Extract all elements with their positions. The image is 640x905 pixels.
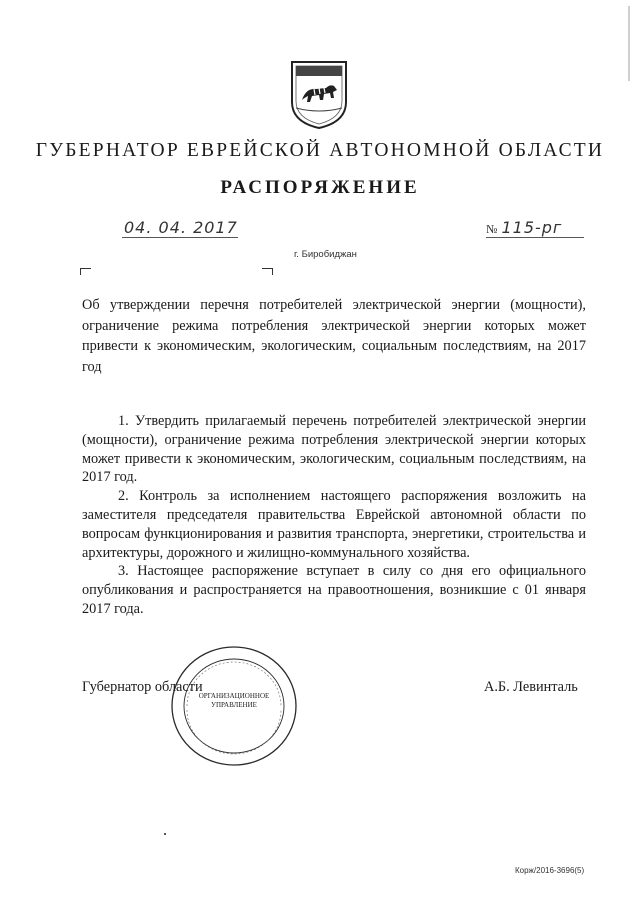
official-stamp bbox=[169, 644, 299, 768]
svg-text:ОРГАНИЗАЦИОННОЕ: ОРГАНИЗАЦИОННОЕ bbox=[198, 692, 270, 700]
city: г. Биробиджан bbox=[294, 249, 357, 260]
svg-text:УПРАВЛЕНИЕ: УПРАВЛЕНИЕ bbox=[211, 701, 257, 709]
issuer-title: ГУБЕРНАТОР ЕВРЕЙСКОЙ АВТОНОМНОЙ ОБЛАСТИ bbox=[35, 140, 605, 161]
subject-corner-left bbox=[80, 268, 91, 275]
paragraph-1: 1. Утвердить прилагаемый перечень потребителей электрической энергии (мощности), ограничение режима потребления электрической энергии которых может привести к экономическим, экологическим, социальным последствиям, на 2017 год. bbox=[82, 413, 586, 486]
document-body bbox=[82, 412, 586, 619]
paragraph-2: 2. Контроль за исполнением настоящего распоряжения возложить на заместителя председателя правительства Еврейской автономной области по вопросам функционирования и развития транспорта, энергетики, строительства и архитектуры, дорожного и жилищно-коммунального хозяйства. bbox=[82, 488, 586, 561]
signature-title: Губернатор области bbox=[82, 679, 203, 695]
number-value: 115-рг bbox=[501, 218, 563, 237]
scan-dot bbox=[164, 833, 166, 835]
coat-of-arms-emblem bbox=[288, 58, 350, 130]
document-subject: Об утверждении перечня потребителей электрической энергии (мощности), ограничение режима потребления электрической энергии которых может привести к экономическим, экологическим, социальным последствиям, на 2017 год bbox=[82, 297, 586, 375]
paragraph-3: 3. Настоящее распоряжение вступает в силу со дня его официального опубликования и распространяется на правоотношения, возникшие с 01 января 2017 года. bbox=[82, 563, 586, 617]
scan-edge-mark bbox=[628, 6, 630, 81]
subject-corner-right bbox=[262, 268, 273, 275]
footer-code: Корж/2016-3696(5) bbox=[515, 866, 585, 875]
document-type: РАСПОРЯЖЕНИЕ bbox=[220, 177, 420, 198]
number-prefix: № bbox=[486, 222, 498, 236]
document-number bbox=[486, 218, 584, 238]
signature-name: А.Б. Левинталь bbox=[484, 679, 578, 695]
document-date: 04. 04. 2017 bbox=[124, 218, 238, 237]
